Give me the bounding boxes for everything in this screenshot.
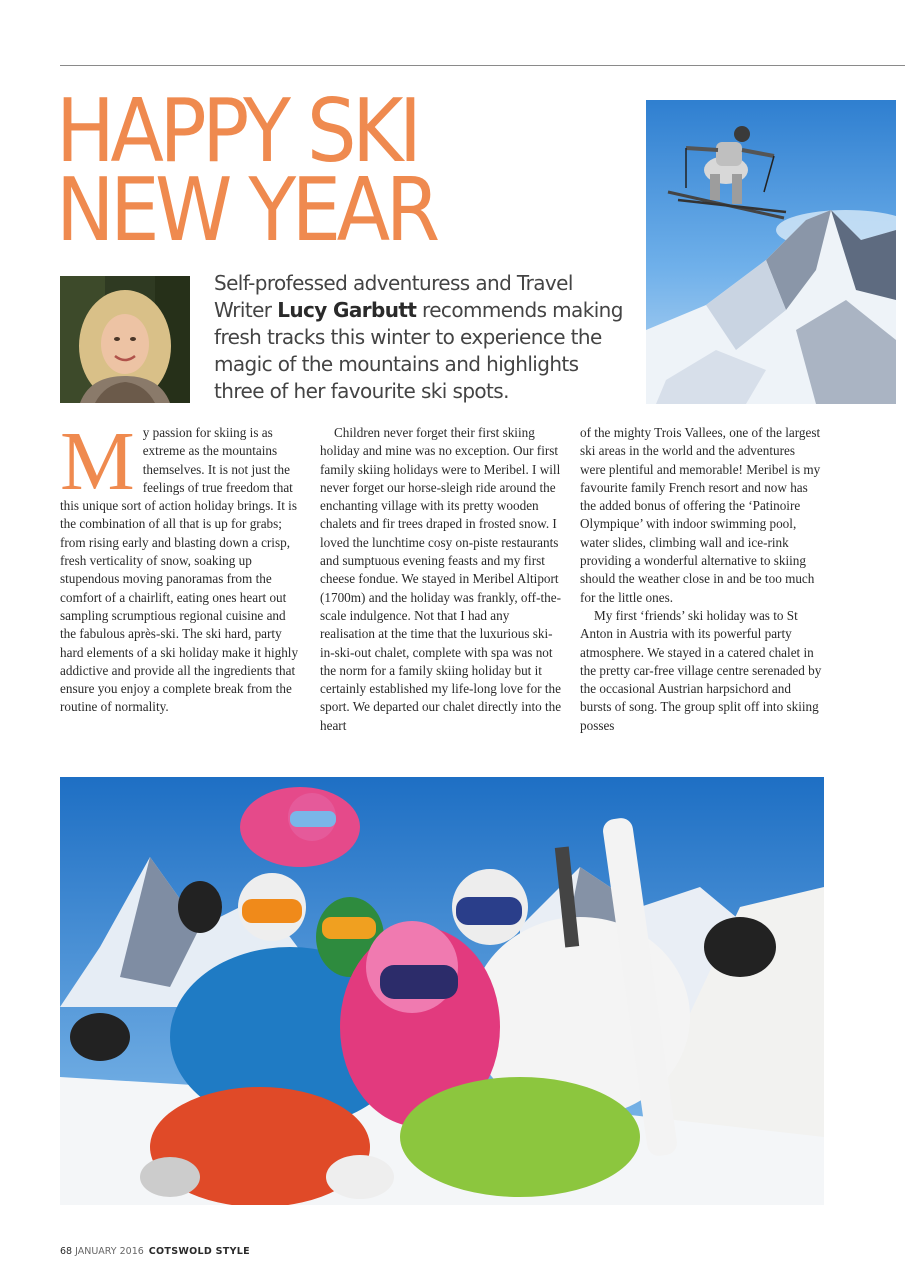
headline-line-2: NEW YEAR <box>56 159 436 261</box>
body-paragraph: of the mighty Trois Vallees, one of the largest ski areas in the world and the adventures were plentiful and memorable! Meribel is my favourite family French resort and now has the added bonus of offering the ‘Patinoire Olympique’ with indoor swimming pool, water slides, climbing wall and ice-rink providing a wonderful alternative to skiing should the weather close in and be too much for the little ones. <box>580 425 821 605</box>
top-rule <box>60 65 905 66</box>
headline-line-1: HAPPY SKI <box>56 80 418 182</box>
drop-cap: M <box>60 415 135 508</box>
page-footer <box>60 1246 250 1257</box>
page-number: 68 <box>60 1246 73 1257</box>
ski-jumper-photo <box>646 100 896 404</box>
author-portrait <box>60 276 190 403</box>
body-column-2 <box>320 424 563 735</box>
body-paragraph: Children never forget their first skiing holiday and mine was no exception. Our first family skiing holidays were to Meribel. I will never forget our horse-sleigh ride around the enchanting village with its pretty wooden chalets and fir trees draped in frosted snow. I loved the lunchtime cosy on-piste restaurants and sumptuous evening feasts and my first cheese fondue. We stayed in Meribel Altiport (1700m) and the holiday was frankly, off-the-scale indulgence. Not that I had any realisation at the time that the luxurious ski-in-ski-out chalet, complete with spa was not the norm for a family skiing holiday but it certainly established my life-long love for the sport. We departed our chalet directly into the heart <box>320 425 562 733</box>
body-column-1 <box>60 415 303 717</box>
issue-date: JANUARY 2016 <box>75 1246 144 1257</box>
headline <box>56 80 436 261</box>
magazine-name: COTSWOLD STYLE <box>148 1246 250 1257</box>
standfirst-after: recommends making fresh tracks this winter to experience the magic of the mountains and highlights three of her favourite ski spots. <box>214 298 623 403</box>
body-paragraph <box>60 415 303 717</box>
body-column-3 <box>580 424 823 735</box>
body-paragraph: My first ‘friends’ ski holiday was to St Anton in Austria with its powerful party atmosphere. We stayed in a catered chalet in the pretty car-free village centre serenaded by the occasional Austrian harpsichord and bursts of song. The group split off into skiing posses <box>580 607 822 733</box>
author-name: Lucy Garbutt <box>277 298 417 322</box>
paragraph-text: y passion for skiing is as extreme as the mountains themselves. It is not just the feelings of true freedom that this unique sort of action holiday brings. It is the combination of all that is up for grabs; from rising early and blasting down a crisp, fresh verticality of snow, soaking up stupendous moving panoramas from the comfort of a chairlift, eating ones heart out sampling scrumptious regional cuisine and the fabulous après-ski. The ski hard, party hard elements of a ski holiday make it highly addictive and provide all the ingredients that ensure you enjoy a complete break from the routine of normality. <box>60 425 299 715</box>
standfirst-before: Self-professed adventuress and Travel Writer <box>214 271 573 322</box>
family-ski-photo <box>60 777 824 1205</box>
standfirst <box>214 270 629 405</box>
